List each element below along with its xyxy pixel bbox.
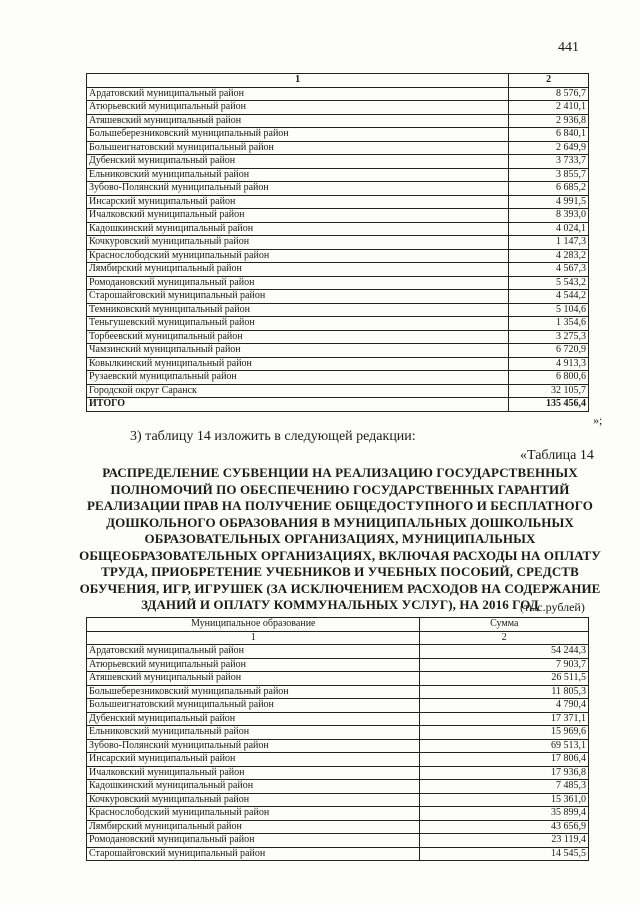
amount-value: 4 283,2 bbox=[509, 249, 589, 263]
column-number-2: 2 bbox=[420, 631, 589, 645]
column-number-1: 1 bbox=[87, 74, 509, 88]
amount-value: 4 544,2 bbox=[509, 290, 589, 304]
amount-value: 8 576,7 bbox=[509, 87, 589, 101]
table-row bbox=[87, 793, 589, 807]
table-row bbox=[87, 290, 589, 304]
municipality-name: Кадошкинский муниципальный район bbox=[87, 222, 509, 236]
table-row bbox=[87, 726, 589, 740]
amendment-instruction: 3) таблицу 14 изложить в следующей редакции: bbox=[130, 429, 416, 444]
table-row bbox=[87, 739, 589, 753]
table-row bbox=[87, 317, 589, 331]
column-number-1: 1 bbox=[87, 631, 420, 645]
subsidy-table-previous bbox=[86, 73, 589, 412]
page-number: 441 bbox=[558, 40, 579, 55]
municipality-name: Старошайговский муниципальный район bbox=[87, 290, 509, 304]
amount-value: 15 969,6 bbox=[420, 726, 589, 740]
amount-value: 6 840,1 bbox=[509, 128, 589, 142]
amount-value: 17 936,8 bbox=[420, 766, 589, 780]
column-title-municipality: Муниципальное образование bbox=[87, 618, 420, 632]
table-row bbox=[87, 357, 589, 371]
municipality-name: Ардатовский муниципальный район bbox=[87, 645, 420, 659]
amount-value: 4 991,5 bbox=[509, 195, 589, 209]
amount-value: 4 913,3 bbox=[509, 357, 589, 371]
amount-value: 43 656,9 bbox=[420, 820, 589, 834]
amount-value: 69 513,1 bbox=[420, 739, 589, 753]
municipality-name: Городской округ Саранск bbox=[87, 384, 509, 398]
municipality-name: Торбеевский муниципальный район bbox=[87, 330, 509, 344]
municipality-name: Дубенский муниципальный район bbox=[87, 712, 420, 726]
table-row bbox=[87, 820, 589, 834]
amount-value: 2 410,1 bbox=[509, 101, 589, 115]
municipality-name: Краснослободский муниципальный район bbox=[87, 249, 509, 263]
municipality-name: Старошайговский муниципальный район bbox=[87, 847, 420, 861]
total-label: ИТОГО bbox=[87, 398, 509, 412]
amount-value: 5 543,2 bbox=[509, 276, 589, 290]
amount-value: 14 545,5 bbox=[420, 847, 589, 861]
table-label: «Таблица 14 bbox=[520, 448, 594, 463]
municipality-name: Инсарский муниципальный район bbox=[87, 753, 420, 767]
municipality-name: Атюрьевский муниципальный район bbox=[87, 101, 509, 115]
municipality-name: Атяшевский муниципальный район bbox=[87, 114, 509, 128]
municipality-name: Дубенский муниципальный район bbox=[87, 155, 509, 169]
table-row bbox=[87, 645, 589, 659]
amount-value: 3 855,7 bbox=[509, 168, 589, 182]
amount-value: 4 024,1 bbox=[509, 222, 589, 236]
amount-value: 17 371,1 bbox=[420, 712, 589, 726]
amount-value: 7 903,7 bbox=[420, 658, 589, 672]
table-row bbox=[87, 712, 589, 726]
table-row bbox=[87, 276, 589, 290]
municipality-name: Ковылкинский муниципальный район bbox=[87, 357, 509, 371]
table-row bbox=[87, 182, 589, 196]
table-row bbox=[87, 114, 589, 128]
municipality-name: Зубово-Полянский муниципальный район bbox=[87, 182, 509, 196]
table-row bbox=[87, 128, 589, 142]
amount-value: 17 806,4 bbox=[420, 753, 589, 767]
municipality-name: Инсарский муниципальный район bbox=[87, 195, 509, 209]
table-row bbox=[87, 101, 589, 115]
units-label: (тыс.рублей) bbox=[520, 600, 585, 614]
amount-value: 6 800,6 bbox=[509, 371, 589, 385]
table-row bbox=[87, 780, 589, 794]
municipality-name: Рузаевский муниципальный район bbox=[87, 371, 509, 385]
municipality-name: Кочкуровский муниципальный район bbox=[87, 236, 509, 250]
municipality-name: Ромодановский муниципальный район bbox=[87, 276, 509, 290]
total-value: 135 456,4 bbox=[509, 398, 589, 412]
amount-value: 54 244,3 bbox=[420, 645, 589, 659]
municipality-name: Ельниковский муниципальный район bbox=[87, 726, 420, 740]
amount-value: 2 649,9 bbox=[509, 141, 589, 155]
municipality-name: Краснослободский муниципальный район bbox=[87, 807, 420, 821]
total-row bbox=[87, 398, 589, 412]
closing-quote: »; bbox=[593, 413, 603, 427]
amount-value: 1 354,6 bbox=[509, 317, 589, 331]
municipality-name: Атюрьевский муниципальный район bbox=[87, 658, 420, 672]
table-row bbox=[87, 87, 589, 101]
municipality-name: Темниковский муниципальный район bbox=[87, 303, 509, 317]
table-row bbox=[87, 834, 589, 848]
amount-value: 3 733,7 bbox=[509, 155, 589, 169]
table-row bbox=[87, 685, 589, 699]
municipality-name: Большеигнатовский муниципальный район bbox=[87, 141, 509, 155]
table-row bbox=[87, 807, 589, 821]
table-row bbox=[87, 672, 589, 686]
table-row bbox=[87, 195, 589, 209]
municipality-name: Ельниковский муниципальный район bbox=[87, 168, 509, 182]
table-row bbox=[87, 249, 589, 263]
municipality-name: Лямбирский муниципальный район bbox=[87, 263, 509, 277]
municipality-name: Ардатовский муниципальный район bbox=[87, 87, 509, 101]
table-row bbox=[87, 236, 589, 250]
municipality-name: Ичалковский муниципальный район bbox=[87, 766, 420, 780]
amount-value: 5 104,6 bbox=[509, 303, 589, 317]
table-row bbox=[87, 847, 589, 861]
municipality-name: Большеигнатовский муниципальный район bbox=[87, 699, 420, 713]
amount-value: 15 361,0 bbox=[420, 793, 589, 807]
table-row bbox=[87, 699, 589, 713]
subsidy-table-2016 bbox=[86, 617, 589, 861]
table-row bbox=[87, 330, 589, 344]
table-row bbox=[87, 222, 589, 236]
table-row bbox=[87, 141, 589, 155]
table-row bbox=[87, 303, 589, 317]
municipality-name: Чамзинский муниципальный район bbox=[87, 344, 509, 358]
amount-value: 4 567,3 bbox=[509, 263, 589, 277]
table-row bbox=[87, 155, 589, 169]
amount-value: 8 393,0 bbox=[509, 209, 589, 223]
amount-value: 1 147,3 bbox=[509, 236, 589, 250]
municipality-name: Кадошкинский муниципальный район bbox=[87, 780, 420, 794]
municipality-name: Ромодановский муниципальный район bbox=[87, 834, 420, 848]
table-row bbox=[87, 384, 589, 398]
municipality-name: Лямбирский муниципальный район bbox=[87, 820, 420, 834]
table-row bbox=[87, 263, 589, 277]
municipality-name: Теньгушевский муниципальный район bbox=[87, 317, 509, 331]
column-number-2: 2 bbox=[509, 74, 589, 88]
table-header-row bbox=[87, 631, 589, 645]
table-heading: РАСПРЕДЕЛЕНИЕ СУБВЕНЦИИ НА РЕАЛИЗАЦИЮ ГОСУДАРСТВЕННЫХ ПОЛНОМОЧИЙ ПО ОБЕСПЕЧЕНИЮ ГОСУДАРСТВЕННЫХ ГАРАНТИЙ РЕАЛИЗАЦИИ ПРАВ НА ПОЛУЧЕНИЕ ОБЩЕДОСТУПНОГО И БЕСПЛАТНОГО ДОШКОЛЬНОГО ОБРАЗОВАНИЯ В МУНИЦИПАЛЬНЫХ ДОШКОЛЬНЫХ ОБРАЗОВАТЕЛЬНЫХ ОРГАНИЗАЦИЯХ, МУНИЦИПАЛЬНЫХ ОБЩЕОБРАЗОВАТЕЛЬНЫХ ОРГАНИЗАЦИЯХ, ВКЛЮЧАЯ РАСХОДЫ НА ОПЛАТУ ТРУДА, ПРИОБРЕТЕНИЕ УЧЕБНИКОВ И УЧЕБНЫХ ПОСОБИЙ, СРЕДСТВ ОБУЧЕНИЯ, ИГР, ИГРУШЕК (ЗА ИСКЛЮЧЕНИЕМ РАСХОДОВ НА СОДЕРЖАНИЕ ЗДАНИЙ И ОПЛАТУ КОММУНАЛЬНЫХ УСЛУГ), НА 2016 ГОД bbox=[79, 465, 601, 612]
table-row bbox=[87, 753, 589, 767]
amount-value: 2 936,8 bbox=[509, 114, 589, 128]
municipality-name: Ичалковский муниципальный район bbox=[87, 209, 509, 223]
table-row bbox=[87, 209, 589, 223]
table-row bbox=[87, 344, 589, 358]
table-row bbox=[87, 371, 589, 385]
municipality-name: Большеберезниковский муниципальный район bbox=[87, 685, 420, 699]
amount-value: 11 805,3 bbox=[420, 685, 589, 699]
municipality-name: Атяшевский муниципальный район bbox=[87, 672, 420, 686]
column-title-sum: Сумма bbox=[420, 618, 589, 632]
municipality-name: Кочкуровский муниципальный район bbox=[87, 793, 420, 807]
municipality-name: Большеберезниковский муниципальный район bbox=[87, 128, 509, 142]
amount-value: 6 720,9 bbox=[509, 344, 589, 358]
table-row bbox=[87, 766, 589, 780]
amount-value: 26 511,5 bbox=[420, 672, 589, 686]
amount-value: 4 790,4 bbox=[420, 699, 589, 713]
municipality-name: Зубово-Полянский муниципальный район bbox=[87, 739, 420, 753]
table-row bbox=[87, 658, 589, 672]
amount-value: 35 899,4 bbox=[420, 807, 589, 821]
amount-value: 6 685,2 bbox=[509, 182, 589, 196]
amount-value: 32 105,7 bbox=[509, 384, 589, 398]
table-title-row bbox=[87, 618, 589, 632]
amount-value: 7 485,3 bbox=[420, 780, 589, 794]
amount-value: 3 275,3 bbox=[509, 330, 589, 344]
table-header-row bbox=[87, 74, 589, 88]
amount-value: 23 119,4 bbox=[420, 834, 589, 848]
table-row bbox=[87, 168, 589, 182]
